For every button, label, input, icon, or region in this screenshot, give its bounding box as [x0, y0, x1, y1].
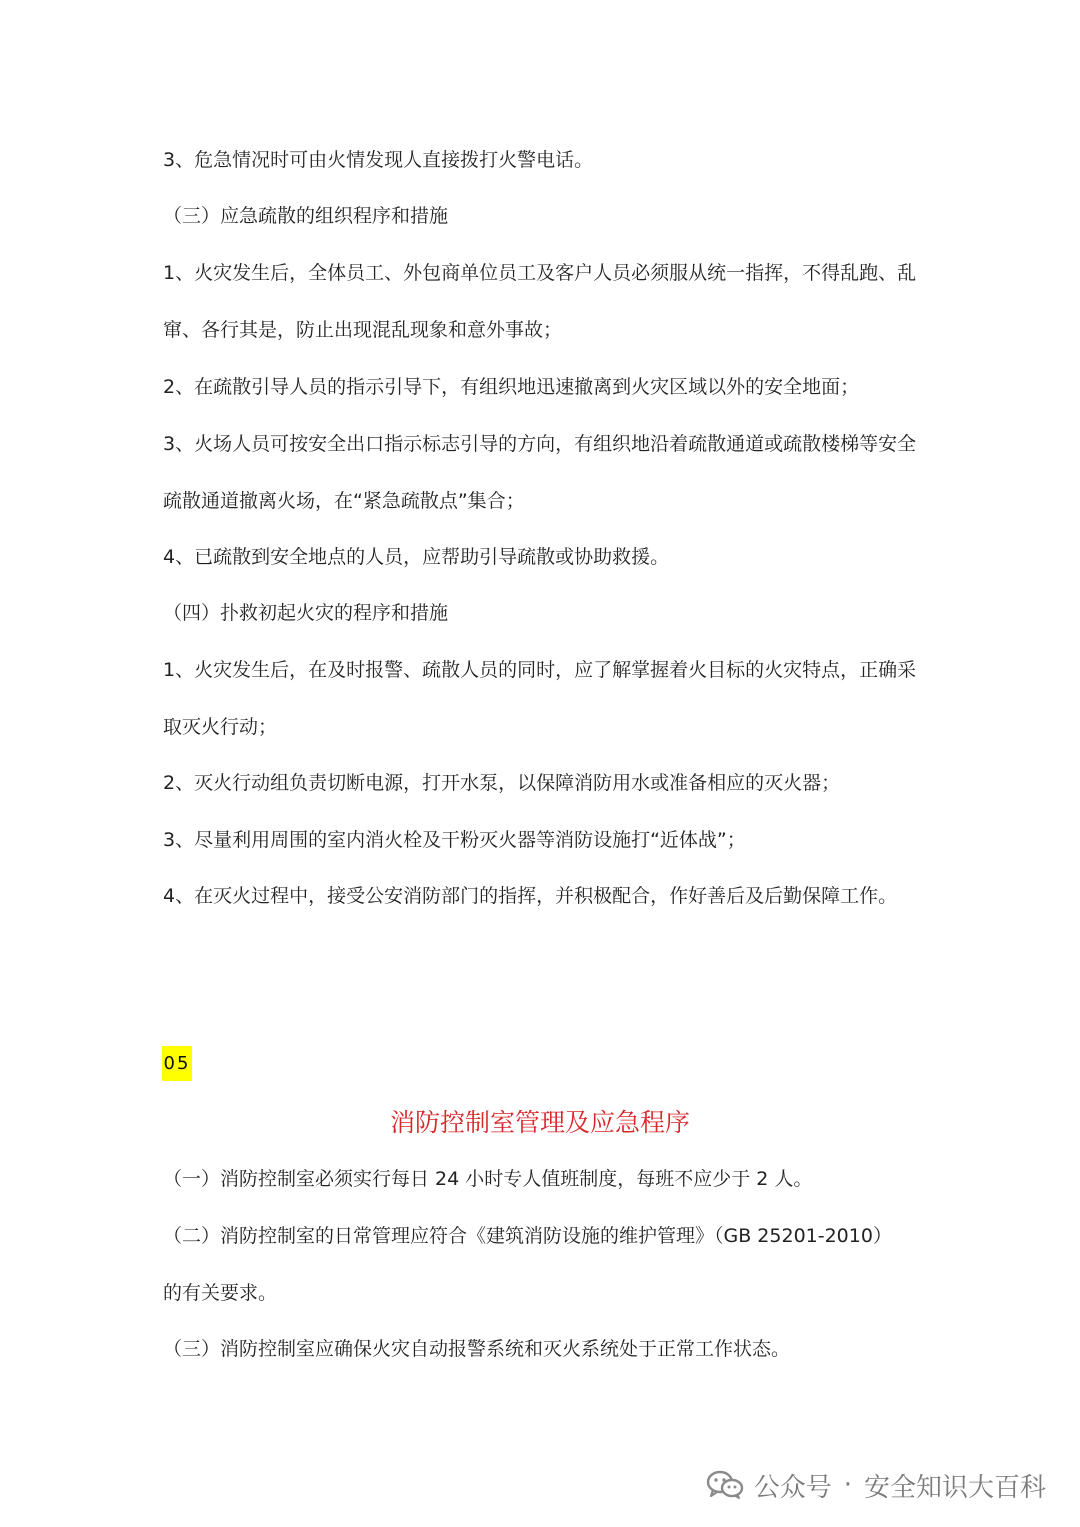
paragraph-line: 的有关要求。: [163, 1282, 278, 1304]
paragraph-line: 1、火灾发生后，在及时报警、疏散人员的同时，应了解掌握着火目标的火灾特点，正确采: [163, 659, 917, 681]
paragraph-line: 4、在灭火过程中，接受公安消防部门的指挥，并积极配合，作好善后及后勤保障工作。: [163, 885, 898, 907]
paragraph-line: 3、火场人员可按安全出口指示标志引导的方向，有组织地沿着疏散通道或疏散楼梯等安全: [163, 433, 917, 455]
section-title: 消防控制室管理及应急程序: [389, 1108, 690, 1137]
subsection-heading: （四）扑救初起火灾的程序和措施: [163, 602, 449, 624]
paragraph-line: 窜、各行其是，防止出现混乱现象和意外事故；: [163, 319, 563, 341]
watermark-label: 公众号: [753, 1472, 832, 1503]
subsection-heading: （三）应急疏散的组织程序和措施: [163, 205, 449, 227]
watermark: [706, 1465, 1046, 1505]
watermark-separator: ·: [843, 1470, 852, 1500]
paragraph-line: 2、在疏散引导人员的指示引导下，有组织地迅速撤离到火灾区域以外的安全地面；: [163, 376, 860, 398]
paragraph-line: 取灭火行动；: [163, 716, 278, 738]
paragraph-line: 3、尽量利用周围的室内消火栓及干粉灭火器等消防设施打“近体战”；: [163, 829, 746, 851]
paragraph-line: 2、灭火行动组负责切断电源，打开水泵，以保障消防用水或准备相应的灭火器；: [163, 772, 841, 794]
paragraph-line: 疏散通道撤离火场，在“紧急疏散点”集合；: [163, 490, 525, 512]
watermark-account: 安全知识大百科: [863, 1472, 1046, 1503]
wechat-icon: [706, 1470, 744, 1500]
paragraph-line: （二）消防控制室的日常管理应符合《建筑消防设施的维护管理》（GB 25201-2010）: [163, 1225, 892, 1247]
paragraph-line: （三）消防控制室应确保火灾自动报警系统和灭火系统处于正常工作状态。: [163, 1338, 791, 1360]
section-number-badge: 05: [162, 1046, 192, 1081]
paragraph-line: （一）消防控制室必须实行每日 24 小时专人值班制度，每班不应少于 2 人。: [163, 1168, 813, 1190]
paragraph-line: 3、危急情况时可由火情发现人直接拨打火警电话。: [163, 149, 594, 171]
paragraph-line: 1、火灾发生后，全体员工、外包商单位员工及客户人员必须服从统一指挥，不得乱跑、乱: [163, 262, 917, 284]
paragraph-line: 4、已疏散到安全地点的人员，应帮助引导疏散或协助救援。: [163, 546, 670, 568]
